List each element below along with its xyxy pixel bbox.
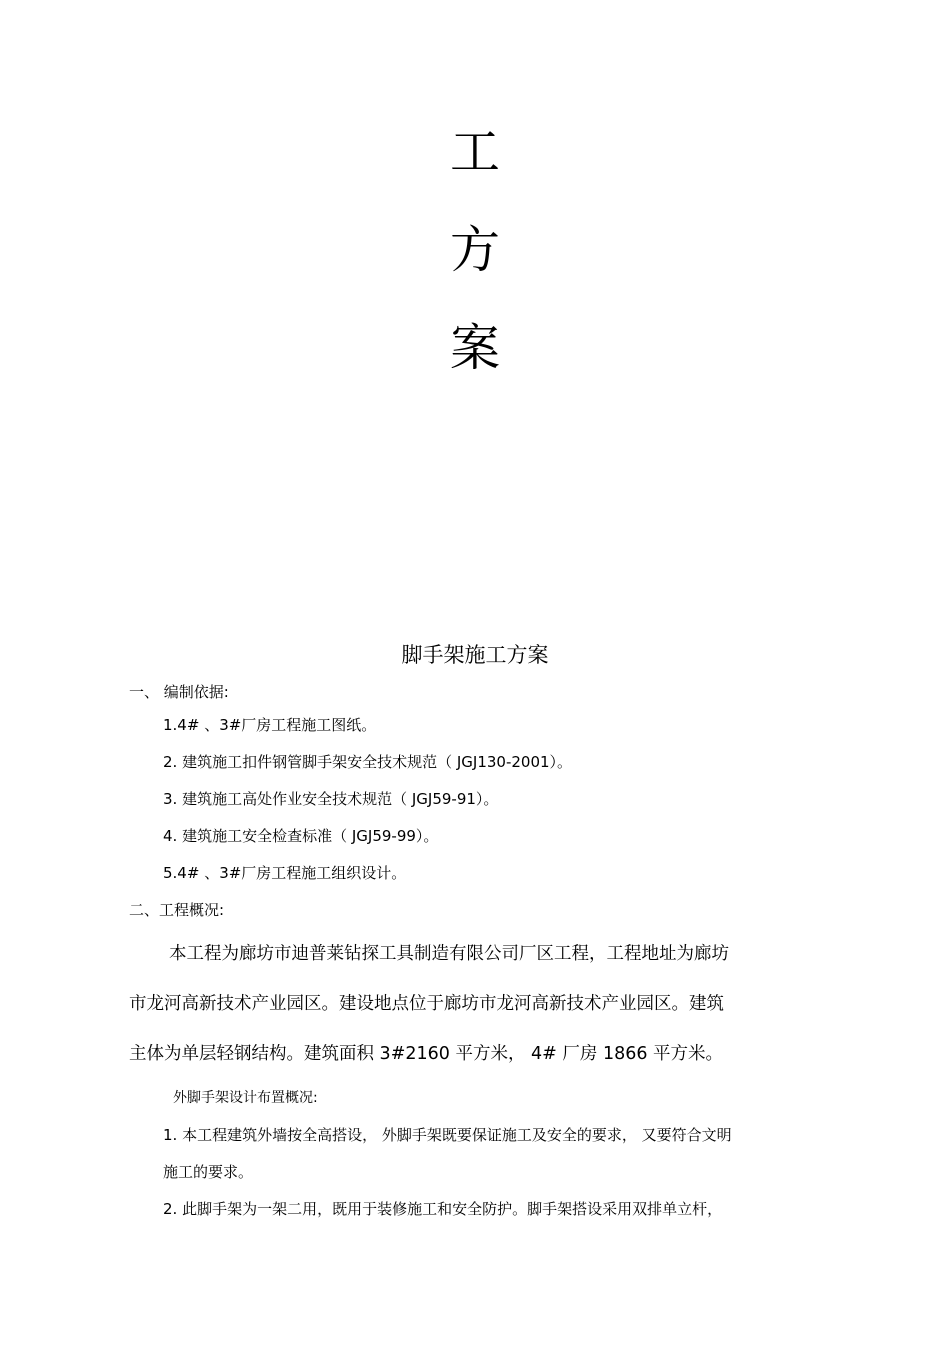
section1-item-4: 4. 建筑施工安全检查标准（ JGJ59-99）。 [163, 827, 439, 845]
section1-heading: 一、 编制依据: [129, 683, 229, 701]
scaffold-item-1-continued: 施工的要求。 [163, 1163, 254, 1181]
section1-item-1: 1.4# 、3#厂房工程施工图纸。 [163, 716, 377, 734]
overview-paragraph-line-2: 市龙河高新技术产业园区。建设地点位于廊坊市龙河高新技术产业园区。建筑 [129, 994, 724, 1014]
section1-item-3: 3. 建筑施工高处作业安全技术规范（ JGJ59-91）。 [163, 790, 499, 808]
section1-item-2: 2. 建筑施工扣件钢管脚手架安全技术规范（ JGJ130-2001）。 [163, 753, 573, 771]
overview-paragraph-line-1: 本工程为廊坊市迪普莱钻探工具制造有限公司厂区工程，工程地址为廊坊 [169, 944, 729, 964]
scaffold-item-1: 1. 本工程建筑外墙按全高搭设， 外脚手架既要保证施工及安全的要求， 又要符合文明 [163, 1126, 732, 1144]
section2-heading: 二、工程概况: [129, 901, 225, 919]
scaffold-overview-subheading: 外脚手架设计布置概况: [173, 1090, 318, 1106]
cover-char-an: 案 [450, 319, 500, 377]
document-title: 脚手架施工方案 [401, 643, 549, 667]
scaffold-item-2: 2. 此脚手架为一架二用，既用于装修施工和安全防护。脚手架搭设采用双排单立杆， [163, 1200, 723, 1218]
cover-char-fang: 方 [450, 221, 500, 279]
cover-char-gong: 工 [450, 123, 500, 181]
overview-paragraph-line-3: 主体为单层轻钢结构。建筑面积 3#2160 平方米， 4# 厂房 1866 平方米。 [129, 1044, 724, 1064]
section1-item-5: 5.4# 、3#厂房工程施工组织设计。 [163, 864, 407, 882]
